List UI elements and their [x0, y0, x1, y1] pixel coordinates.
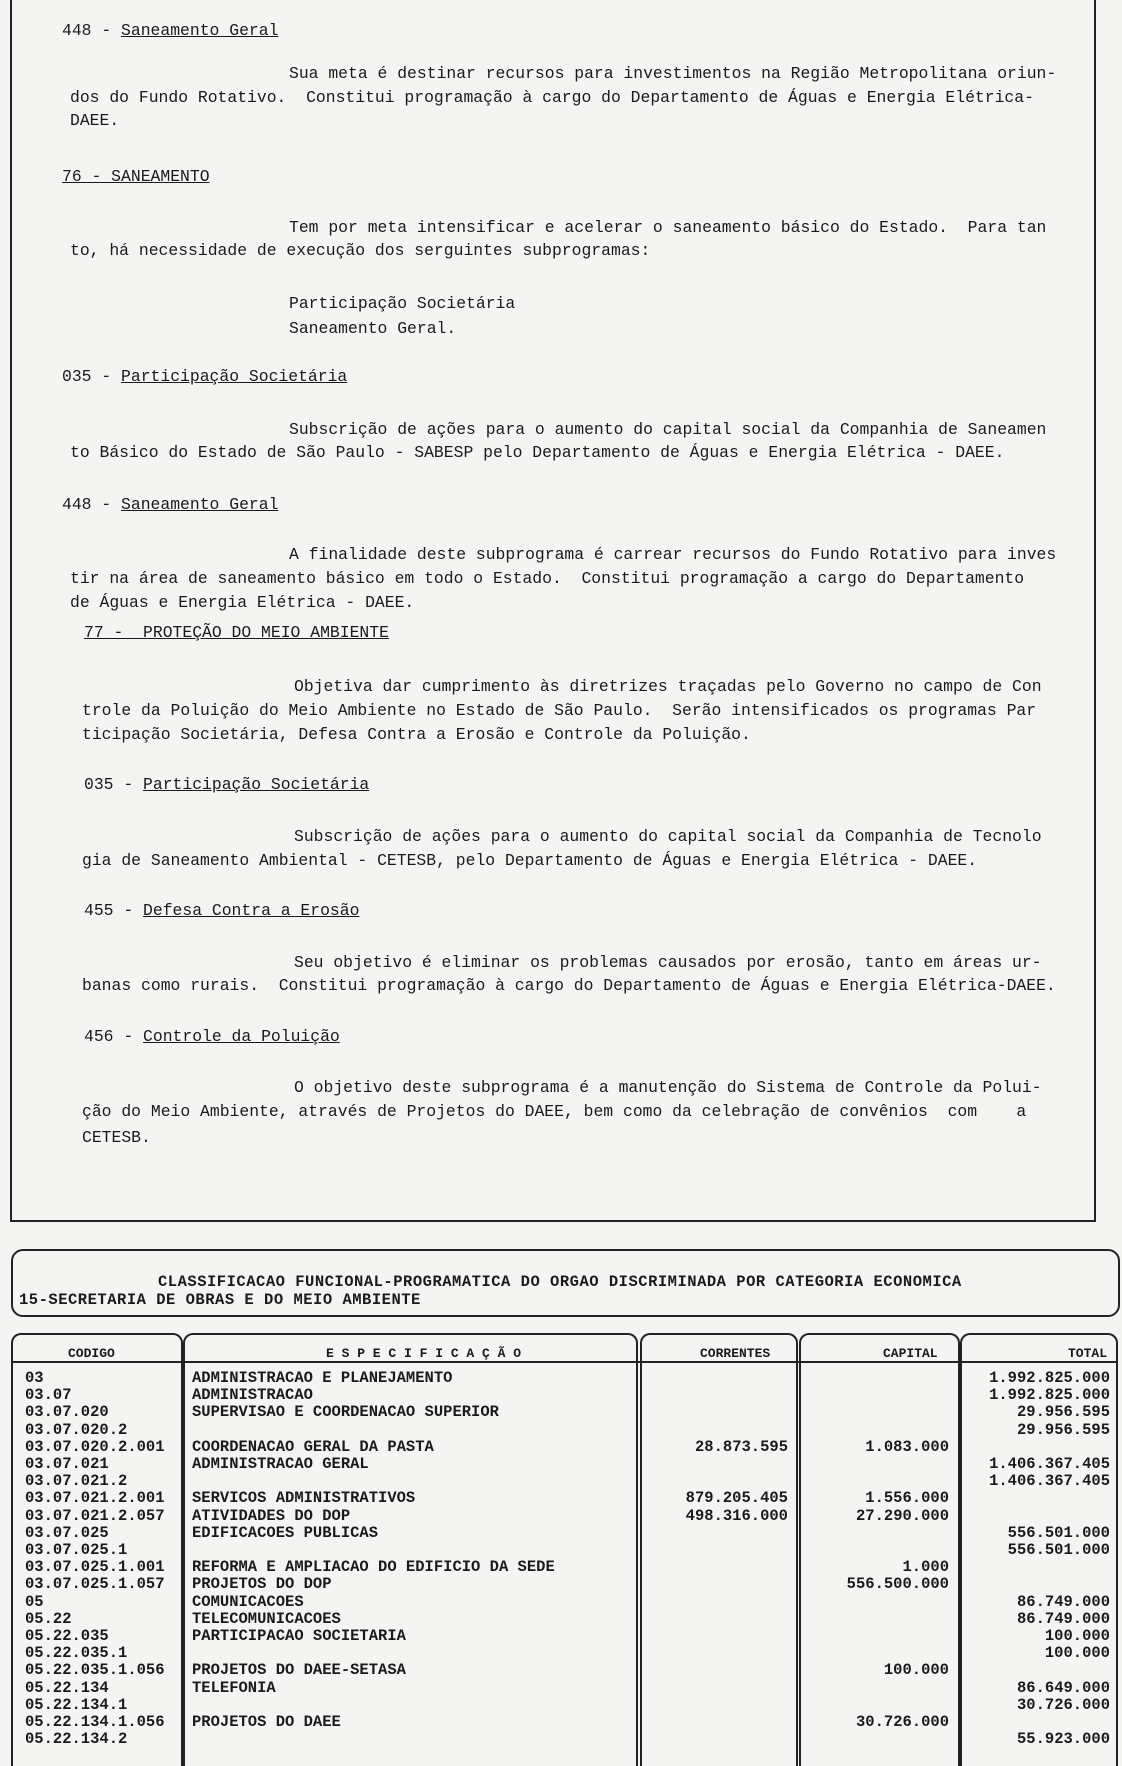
- paragraph-line: Sua meta é destinar recursos para investimentos na Região Metropolitana oriun-: [289, 64, 1057, 83]
- row-codigo: 05.22.035.1.056: [25, 1661, 165, 1680]
- table-title: CLASSIFICACAO FUNCIONAL-PROGRAMATICA DO ORGAO DISCRIMINADA POR CATEGORIA ECONOMICA: [158, 1273, 962, 1291]
- row-total: 86.649.000: [1016, 1678, 1110, 1697]
- heading-title: Participação Societária: [121, 367, 348, 386]
- section-heading: 455 - Defesa Contra a Erosão: [84, 901, 360, 920]
- row-total: 556.501.000: [1007, 1541, 1110, 1559]
- header-total: TOTAL: [1068, 1346, 1108, 1361]
- row-especificacao: ADMINISTRACAO: [192, 1386, 313, 1405]
- row-capital: 1.000: [902, 1558, 949, 1577]
- row-codigo: 05.22.134.1.056: [25, 1713, 165, 1731]
- row-codigo: 03.07.021: [25, 1455, 109, 1473]
- table-title-box: [11, 1249, 1120, 1317]
- paragraph-line: ticipação Societária, Defesa Contra a Erosão e Controle da Poluição.: [82, 725, 751, 744]
- paragraph-line: to, há necessidade de execução dos serguintes subprogramas:: [70, 241, 651, 260]
- row-capital: 556.500.000: [846, 1575, 949, 1594]
- paragraph-line: Subscrição de ações para o aumento do capital social da Companhia de Tecnolo: [294, 827, 1042, 846]
- paragraph-line: ção do Meio Ambiente, através de Projetos do DAEE, bem como da celebração de convênios com a: [82, 1102, 1027, 1121]
- header-correntes: CORRENTES: [700, 1346, 771, 1361]
- row-capital: 30.726.000: [855, 1713, 949, 1731]
- row-total: 1.406.367.405: [989, 1455, 1110, 1473]
- row-total: 100.000: [1044, 1627, 1110, 1645]
- paragraph-line: Tem por meta intensificar e acelerar o saneamento básico do Estado. Para tan: [289, 218, 1047, 237]
- row-capital: 1.083.000: [865, 1437, 949, 1456]
- row-especificacao: ADMINISTRACAO E PLANEJAMENTO: [192, 1369, 453, 1387]
- row-especificacao: PROJETOS DO DAEE: [192, 1713, 341, 1731]
- column-capital: [799, 1333, 960, 1766]
- row-total: 29.956.595: [1016, 1420, 1110, 1439]
- row-total: 29.956.595: [1016, 1403, 1110, 1422]
- row-especificacao: TELECOMUNICACOES: [192, 1609, 341, 1628]
- row-codigo: 05.22.134.2: [25, 1730, 128, 1749]
- heading-title: Participação Societária: [143, 775, 370, 794]
- paragraph-line: Subscrição de ações para o aumento do capital social da Companhia de Saneamen: [289, 420, 1047, 439]
- section-heading: 035 - Participação Societária: [62, 367, 348, 386]
- row-especificacao: ADMINISTRACAO GERAL: [192, 1455, 369, 1473]
- section-heading: 456 - Controle da Poluição: [84, 1027, 340, 1046]
- row-total: 100.000: [1044, 1644, 1110, 1663]
- row-total: 1.992.825.000: [989, 1369, 1110, 1387]
- paragraph-line: dos do Fundo Rotativo. Constitui programação à cargo do Departamento de Águas e Energia Elétrica-: [70, 88, 1034, 107]
- paragraph-line: trole da Poluição do Meio Ambiente no Estado de São Paulo. Serão intensificados os programas Par: [82, 701, 1037, 720]
- row-codigo: 03.07.021.2: [25, 1472, 128, 1491]
- row-especificacao: SUPERVISAO E COORDENACAO SUPERIOR: [192, 1403, 499, 1422]
- paragraph-line: A finalidade deste subprograma é carrear recursos do Fundo Rotativo para inves: [289, 545, 1057, 564]
- heading-title: Saneamento Geral: [121, 495, 279, 514]
- row-codigo: 03.07.025.1.057: [25, 1575, 165, 1594]
- row-codigo: 03.07.021.2.001: [25, 1489, 165, 1508]
- row-total: 30.726.000: [1016, 1695, 1110, 1714]
- paragraph-line: O objetivo deste subprograma é a manutenção do Sistema de Controle da Polui-: [294, 1078, 1042, 1097]
- paragraph-line: Objetiva dar cumprimento às diretrizes traçadas pelo Governo no campo de Con: [294, 677, 1042, 696]
- row-total: 86.749.000: [1016, 1609, 1110, 1628]
- row-codigo: 03.07.025.1: [25, 1541, 128, 1559]
- section-heading: 448 - Saneamento Geral: [62, 495, 279, 514]
- row-total: 86.749.000: [1016, 1592, 1110, 1611]
- row-total: 1.406.367.405: [989, 1472, 1110, 1491]
- row-especificacao: TELEFONIA: [192, 1678, 276, 1697]
- row-especificacao: REFORMA E AMPLIACAO DO EDIFICIO DA SEDE: [192, 1558, 555, 1577]
- row-codigo: 05: [25, 1592, 44, 1611]
- heading-title: Defesa Contra a Erosão: [143, 901, 360, 920]
- row-especificacao: EDIFICACOES PUBLICAS: [192, 1523, 379, 1542]
- section-heading: 448 - Saneamento Geral: [62, 21, 279, 40]
- heading-title: Controle da Poluição: [143, 1027, 340, 1046]
- row-especificacao: PROJETOS DO DAEE-SETASA: [192, 1661, 406, 1680]
- row-codigo: 05.22.134.1: [25, 1695, 128, 1714]
- row-total: 556.501.000: [1007, 1523, 1110, 1542]
- row-codigo: 03.07.021.2.057: [25, 1506, 165, 1525]
- paragraph-line: to Básico do Estado de São Paulo - SABESP pelo Departamento de Águas e Energia Elétrica - DAEE.: [70, 443, 1005, 462]
- row-especificacao: ATIVIDADES DO DOP: [192, 1506, 351, 1525]
- row-especificacao: COORDENACAO GERAL DA PASTA: [192, 1437, 434, 1456]
- row-codigo: 03.07.025.1.001: [25, 1558, 165, 1577]
- paragraph-line: DAEE.: [70, 111, 120, 130]
- section-heading: 77 - PROTEÇÃO DO MEIO AMBIENTE: [84, 623, 389, 642]
- row-codigo: 03.07.020.2: [25, 1420, 128, 1439]
- row-total: 1.992.825.000: [989, 1386, 1110, 1405]
- paragraph-line: Seu objetivo é eliminar os problemas causados por erosão, tanto em áreas ur-: [294, 953, 1042, 972]
- row-codigo: 05.22.035.1: [25, 1644, 128, 1663]
- row-correntes: 28.873.595: [694, 1437, 788, 1456]
- row-codigo: 05.22.134: [25, 1678, 109, 1697]
- row-codigo: 03.07.020: [25, 1403, 109, 1422]
- row-codigo: 03.07.025: [25, 1523, 109, 1542]
- paragraph-line: gia de Saneamento Ambiental - CETESB, pelo Departamento de Águas e Energia Elétrica - DAEE.: [82, 851, 978, 870]
- row-especificacao: COMUNICACOES: [192, 1592, 304, 1611]
- paragraph-line: Saneamento Geral.: [289, 319, 457, 338]
- paragraph-line: de Águas e Energia Elétrica - DAEE.: [70, 593, 415, 612]
- header-especificacao: E S P E C I F I C A Ç Ã O: [326, 1346, 522, 1361]
- organ-name: 15-SECRETARIA DE OBRAS E DO MEIO AMBIENTE: [19, 1291, 421, 1309]
- row-capital: 1.556.000: [865, 1489, 949, 1508]
- row-correntes: 498.316.000: [685, 1506, 788, 1525]
- row-codigo: 03.07: [25, 1386, 72, 1405]
- section-heading: 76 - SANEAMENTO: [62, 167, 210, 186]
- paragraph-line: banas como rurais. Constitui programação à cargo do Departamento de Águas e Energia Elétrica-DAEE.: [82, 976, 1056, 995]
- paragraph-line: tir na área de saneamento básico em todo o Estado. Constitui programação a cargo do Departamento: [70, 569, 1025, 588]
- row-especificacao: SERVICOS ADMINISTRATIVOS: [192, 1489, 416, 1508]
- row-codigo: 05.22: [25, 1609, 72, 1628]
- section-heading: 035 - Participação Societária: [84, 775, 370, 794]
- row-especificacao: PROJETOS DO DOP: [192, 1575, 332, 1594]
- row-codigo: 05.22.035: [25, 1627, 109, 1645]
- heading-title: Saneamento Geral: [121, 21, 279, 40]
- row-correntes: 879.205.405: [685, 1489, 788, 1508]
- header-capital: CAPITAL: [883, 1346, 938, 1361]
- header-divider: [11, 1361, 1116, 1363]
- row-capital: 100.000: [883, 1661, 949, 1680]
- row-capital: 27.290.000: [855, 1506, 949, 1525]
- header-codigo: CODIGO: [68, 1346, 115, 1361]
- paragraph-line: Participação Societária: [289, 294, 516, 313]
- row-codigo: 03.07.020.2.001: [25, 1437, 165, 1456]
- row-codigo: 03: [25, 1369, 44, 1387]
- row-total: 55.923.000: [1016, 1730, 1110, 1749]
- row-especificacao: PARTICIPACAO SOCIETARIA: [192, 1627, 406, 1645]
- column-correntes: [640, 1333, 798, 1766]
- paragraph-line: CETESB.: [82, 1128, 151, 1147]
